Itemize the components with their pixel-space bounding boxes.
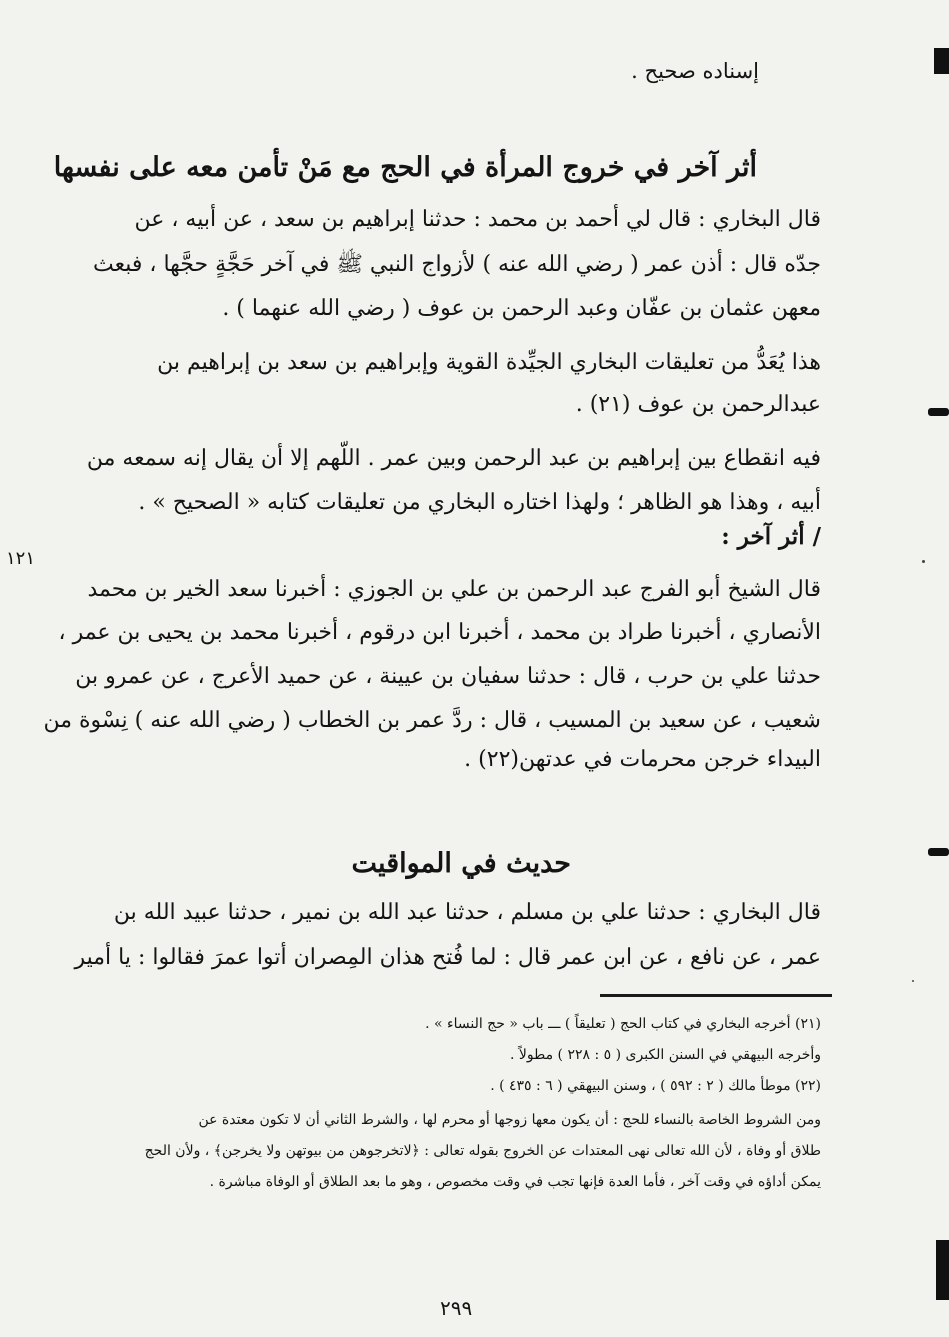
footnote-separator	[600, 994, 832, 997]
footnote-line: ومن الشروط الخاصة بالنساء للحج : أن يكون معها زوجها أو محرم لها ، والشرط الثاني أن لا تكون معتدة عن	[198, 1112, 821, 1128]
paragraph-line: قال البخاري : قال لي أحمد بن محمد : حدثنا إبراهيم بن سعد ، عن أبيه ، عن	[134, 207, 821, 232]
paragraph-line: معهن عثمان بن عفّان وعبد الرحمن بن عوف ( رضي الله عنهما ) .	[222, 296, 821, 321]
footnote-line: طلاق أو وفاة ، لأن الله تعالى نهى المعتدات عن الخروج بقوله تعالى : ﴿لاتخرجوهن من بيوتهن ولا يخرجن﴾ ، ولأن الحج	[144, 1143, 821, 1159]
page-number: ٢٩٩	[440, 1296, 473, 1320]
paragraph-line: البيداء خرجن محرمات في عدتهن(٢٢) .	[464, 747, 821, 772]
scan-speck	[912, 980, 914, 982]
footnote-line: يمكن أداؤه في وقت آخر ، فأما العدة فإنها تجب في وقت مخصوص ، وهو ما بعد الطلاق أو الوفاة مباشرة .	[209, 1174, 821, 1190]
scan-mark	[928, 848, 949, 856]
paragraph-line: قال الشيخ أبو الفرج عبد الرحمن بن علي بن الجوزي : أخبرنا سعد الخير بن محمد	[87, 577, 821, 602]
paragraph-line: أبيه ، وهذا هو الظاهر ؛ ولهذا اختاره البخاري من تعليقات كتابه « الصحيح » .	[138, 490, 821, 515]
margin-number: ١٢١	[6, 548, 36, 569]
paragraph-line: فيه انقطاع بين إبراهيم بن عبد الرحمن وبين عمر . اللّهم إلا أن يقال إنه سمعه من	[86, 446, 821, 471]
top-line: إسناده صحيح .	[631, 59, 759, 83]
footnote-line: (٢١) أخرجه البخاري في كتاب الحج ( تعليقاً ) ـــ باب « حج النساء » .	[425, 1016, 821, 1032]
paragraph-line: قال البخاري : حدثنا علي بن مسلم ، حدثنا عبد الله بن نمير ، حدثنا عبيد الله بن	[113, 900, 821, 925]
paragraph-line: هذا يُعَدُّ من تعليقات البخاري الجيِّدة القوية وإبراهيم بن سعد بن إبراهيم بن	[157, 350, 821, 375]
subheading: / أثر آخر :	[721, 523, 821, 550]
paragraph-line: عبدالرحمن بن عوف (٢١) .	[575, 392, 821, 417]
paragraph-line: جدّه قال : أذن عمر ( رضي الله عنه ) لأزواج النبي ﷺ في آخر حَجَّةٍ حجَّها ، فبعث	[92, 252, 821, 277]
paragraph-line: شعيب ، عن سعيد بن المسيب ، قال : ردَّ عمر بن الخطاب ( رضي الله عنه ) نِسْوة من	[43, 708, 821, 733]
paragraph-line: عمر ، عن نافع ، عن ابن عمر قال : لما فُتح هذان المِصران أتوا عمرَ فقالوا : يا أمير	[74, 945, 821, 970]
footnote-line: (٢٢) موطأ مالك ( ٢ : ٥٩٢ ) ، وسنن البيهقي ( ٦ : ٤٣٥ ) .	[490, 1078, 821, 1094]
scan-mark	[936, 1240, 949, 1300]
section-heading-1: أثر آخر في خروج المرأة في الحج مع مَنْ تأمن معه على نفسها	[53, 152, 757, 183]
scan-mark	[928, 408, 949, 416]
scan-speck	[922, 560, 925, 563]
paragraph-line: حدثنا علي بن حرب ، قال : حدثنا سفيان بن عيينة ، عن حميد الأعرج ، عن عمرو بن	[75, 664, 821, 689]
section-heading-2: حديث في المواقيت	[351, 848, 571, 879]
footnote-line: وأخرجه البيهقي في السنن الكبرى ( ٥ : ٢٢٨ ) مطولاً .	[509, 1047, 821, 1063]
scan-mark	[934, 48, 949, 74]
paragraph-line: الأنصاري ، أخبرنا طراد بن محمد ، أخبرنا ابن درقوم ، أخبرنا محمد بن يحيى بن عمر ،	[58, 620, 821, 645]
